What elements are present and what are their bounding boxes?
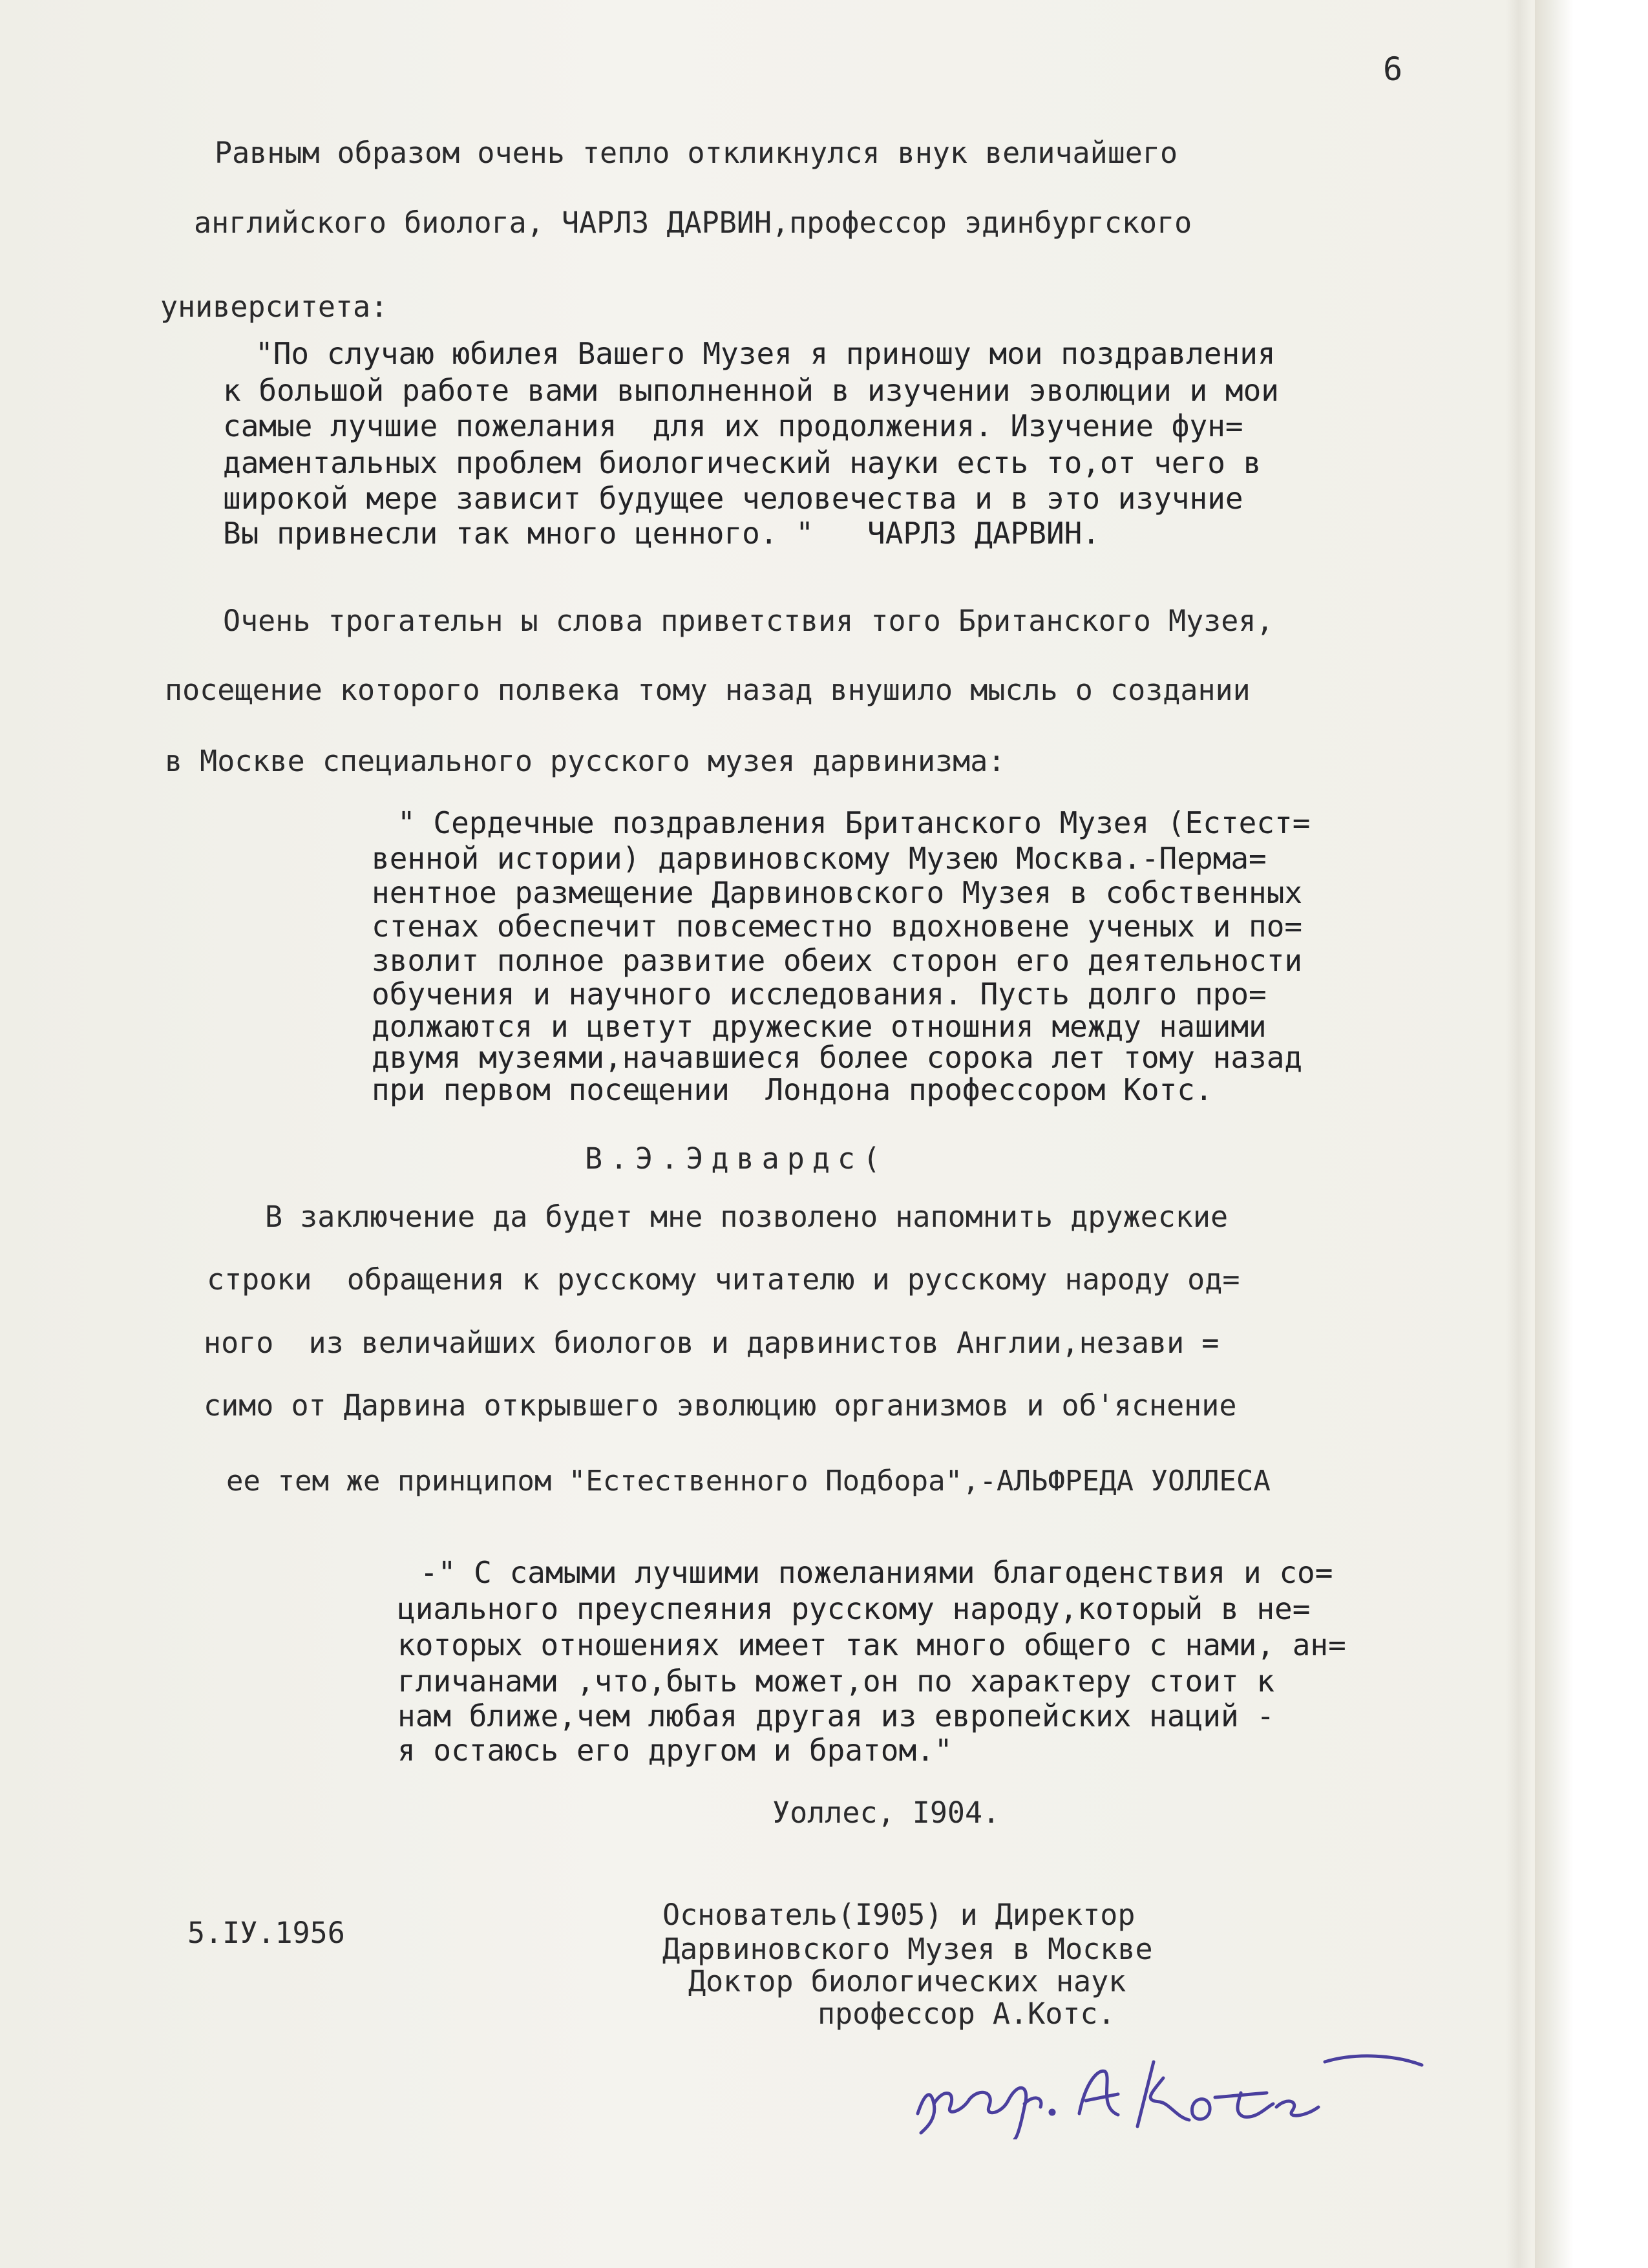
q2-line-2: венной истории) дарвиновскому Музею Москва.-Перма= xyxy=(372,841,1267,876)
p3-line-3: ного из величайших биологов и дарвинистов Англии,незави = xyxy=(204,1326,1220,1360)
q3-line-2: циального преуспеяния русскому народу,который в не= xyxy=(397,1591,1311,1626)
q2-line-8: двумя музеями,начавшиеся более сорока лет тому назад xyxy=(372,1040,1303,1075)
q1-line-2: к большой работе вами выполненной в изучении эволюции и мои xyxy=(223,373,1279,408)
q1-line-3: самые лучшие пожелания для их продолжения. Изучение фун= xyxy=(223,408,1243,443)
q3-line-5: нам ближе,чем любая другая из европейских наций - xyxy=(397,1699,1275,1733)
page-number: 6 xyxy=(1383,50,1403,88)
q2-line-4: стенах обеспечит повсеместно вдохновене ученых и по= xyxy=(372,909,1303,944)
paper-edge xyxy=(1535,0,1574,2268)
p1-line-2: английского биолога, ЧАРЛЗ ДАРВИН,профессор эдинбургского xyxy=(194,206,1192,240)
q3-line-6: я остаюсь его другом и братом." xyxy=(397,1733,953,1768)
p2-line-1: Очень трогательн ы слова приветствия того Британского Музея, xyxy=(223,604,1274,638)
q1-line-1: "По случаю юбилея Вашего Музея я приношу мои поздравления xyxy=(255,336,1276,371)
p2-line-2: посещение которого полвека тому назад внушило мысль о создании xyxy=(165,673,1251,707)
paper-fold-shadow xyxy=(1506,0,1532,2268)
q3-line-4: гличанами ,что,быть может,он по характеру стоит к xyxy=(397,1664,1275,1699)
closing-line-3: Доктор биологических наук xyxy=(688,1964,1126,1998)
q2-line-9: при первом посещении Лондона профессором Котс. xyxy=(372,1072,1213,1107)
q2-line-1: " Сердечные поздравления Британского Музея (Естест= xyxy=(397,805,1311,840)
q2-line-6: обучения и научного исследования. Пусть долго про= xyxy=(372,977,1267,1012)
document-date: 5.IУ.1956 xyxy=(187,1916,345,1950)
p2-line-3: в Москве специального русского музея дарвинизма: xyxy=(165,744,1006,778)
p1-line-1: Равным образом очень тепло откликнулся внук величайшего xyxy=(215,136,1178,170)
q2-line-5: зволит полное развитие обеих сторон его деятельности xyxy=(372,943,1303,978)
handwritten-signature xyxy=(905,2042,1441,2139)
q1-line-5: широкой мере зависит будущее человечества и в это изучние xyxy=(223,481,1243,516)
p1-line-3: университета: xyxy=(160,290,388,324)
closing-line-2: Дарвиновского Музея в Москве xyxy=(662,1932,1153,1966)
q2-line-3: нентное размещение Дарвиновского Музея в собственных xyxy=(372,875,1303,910)
q2-line-7: должаются и цветут дружеские отношния между нашими xyxy=(372,1009,1267,1044)
q3-line-1: -" С самыми лучшими пожеланиями благоденствия и со= xyxy=(420,1555,1333,1590)
closing-line-4: профессор А.Котс. xyxy=(818,1997,1115,2031)
q3-author: Уоллес, I904. xyxy=(772,1796,1000,1830)
q1-line-4: даментальных проблем биологический науки есть то,от чего в xyxy=(223,445,1262,480)
q3-line-3: которых отношениях имеет так много общего с нами, ан= xyxy=(397,1627,1346,1662)
p3-line-5: ее тем же принципом "Естественного Подбора",-АЛЬФРЕДА УОЛЛЕСА xyxy=(226,1465,1271,1498)
q2-author: В.Э.Эдвардс( xyxy=(585,1141,889,1176)
q1-line-6: Вы привнесли так много ценного. " ЧАРЛЗ ДАРВИН. xyxy=(223,516,1101,551)
closing-line-1: Основатель(I905) и Директор xyxy=(662,1898,1136,1932)
p3-line-1: В заключение да будет мне позволено напомнить дружеские xyxy=(265,1200,1229,1234)
p3-line-2: строки обращения к русскому читателю и русскому народу од= xyxy=(207,1262,1240,1297)
p3-line-4: симо от Дарвина открывшего эволюцию организмов и об'яснение xyxy=(204,1388,1237,1423)
